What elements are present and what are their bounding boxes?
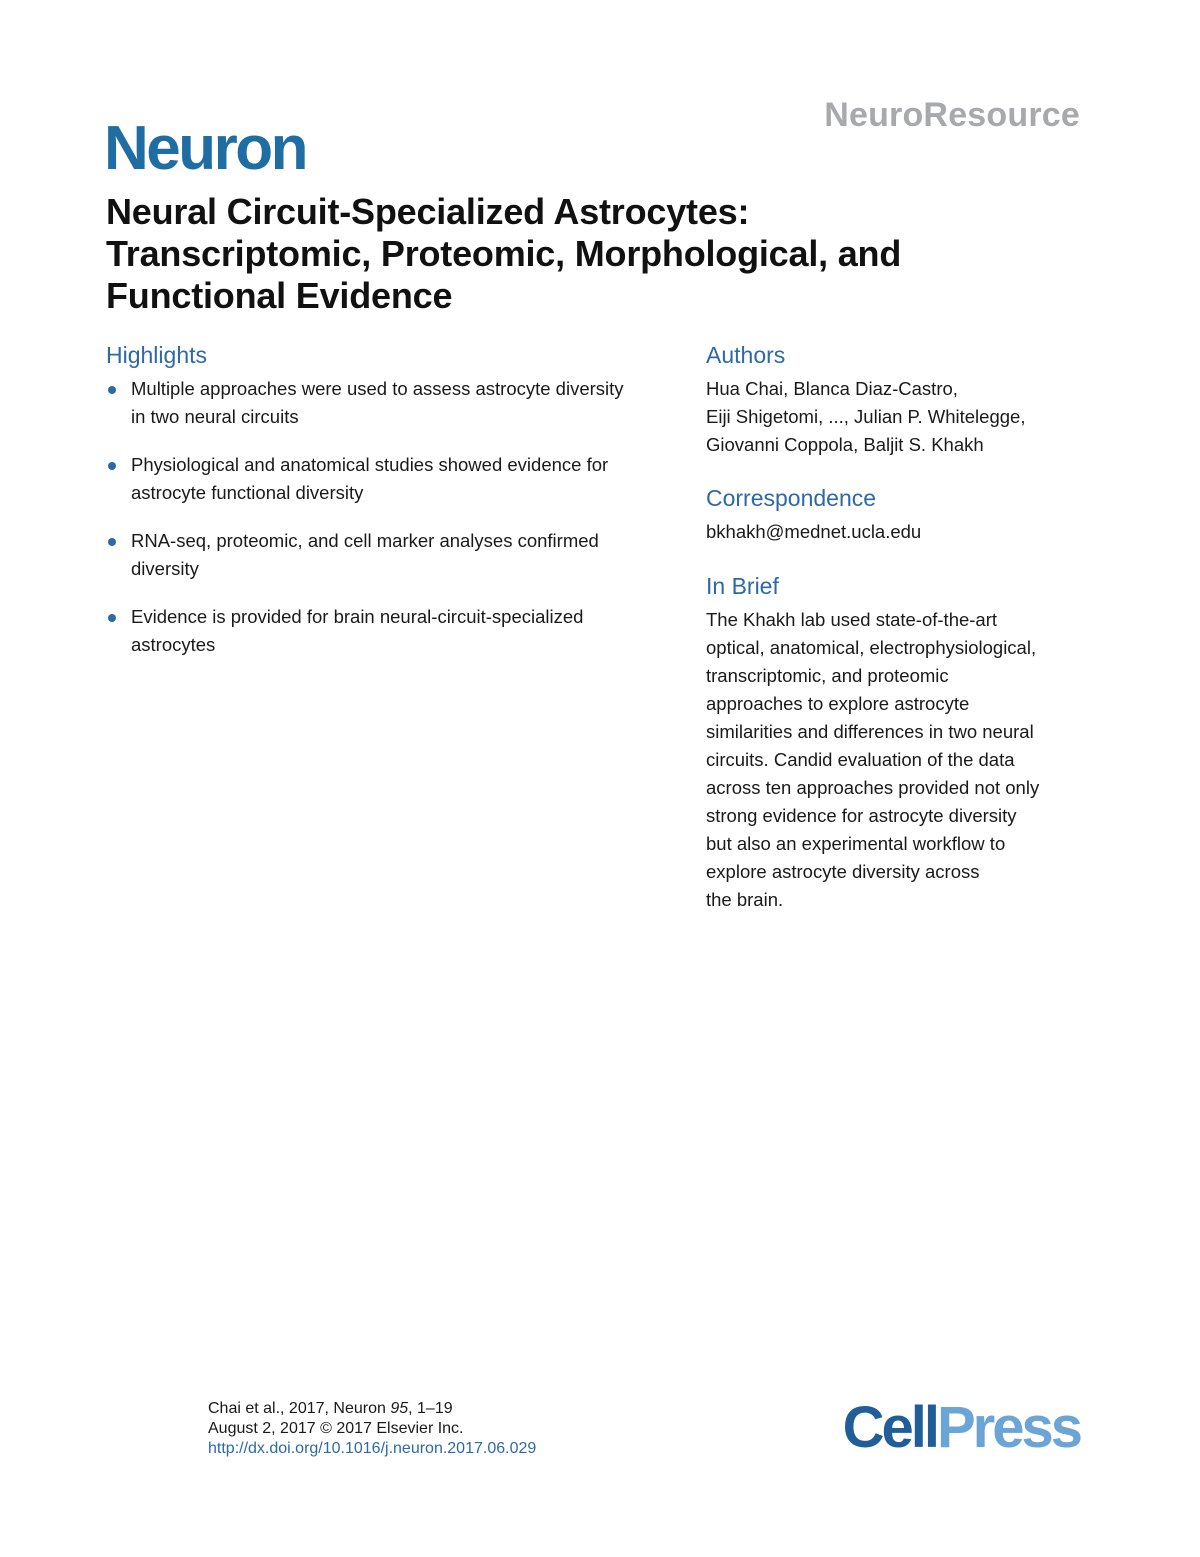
- authors-section: [706, 341, 1096, 459]
- in-brief-line: approaches to explore astrocyte: [706, 693, 970, 714]
- article-title: [106, 191, 1106, 317]
- highlights-heading: Highlights: [106, 342, 207, 368]
- bullet-icon: [108, 386, 116, 394]
- article-title-line: Neural Circuit-Specialized Astrocytes:: [106, 191, 750, 232]
- citation-reference: [208, 1399, 536, 1419]
- highlight-line: Evidence is provided for brain neural-circuit-specialized: [131, 606, 584, 627]
- authors-heading: Authors: [706, 342, 786, 368]
- highlights-section: [106, 341, 696, 679]
- highlight-line: astrocytes: [131, 634, 216, 655]
- in-brief-heading: In Brief: [706, 573, 779, 599]
- highlight-item: [106, 375, 696, 431]
- highlight-line: astrocyte functional diversity: [131, 482, 364, 503]
- in-brief-line: optical, anatomical, electrophysiological,: [706, 637, 1037, 658]
- highlight-item: [106, 451, 696, 507]
- in-brief-line: similarities and differences in two neural: [706, 721, 1034, 742]
- bullet-icon: [108, 462, 116, 470]
- bullet-icon: [108, 614, 116, 622]
- in-brief-line: The Khakh lab used state-of-the-art: [706, 609, 998, 630]
- citation-ref-prefix: Chai et al., 2017, Neuron: [208, 1400, 391, 1417]
- in-brief-section: [706, 572, 1096, 914]
- in-brief-text: [706, 606, 1096, 914]
- in-brief-line: the brain.: [706, 889, 784, 910]
- in-brief-line: transcriptomic, and proteomic: [706, 665, 949, 686]
- authors-line: Hua Chai, Blanca Diaz-Castro,: [706, 378, 958, 399]
- highlight-item: [106, 603, 696, 659]
- correspondence-heading: Correspondence: [706, 485, 877, 511]
- logo-part-cell: Cell: [842, 1395, 937, 1460]
- authors-line: Giovanni Coppola, Baljit S. Khakh: [706, 434, 984, 455]
- citation-date: August 2, 2017 © 2017 Elsevier Inc.: [208, 1420, 464, 1437]
- journal-name: Neuron: [104, 114, 306, 183]
- correspondence-email[interactable]: bkhakh@mednet.ucla.edu: [706, 521, 922, 542]
- correspondence-section: [706, 484, 1096, 546]
- citation-volume: 95: [390, 1400, 409, 1417]
- authors-list: [706, 375, 1096, 459]
- sidebar-info: [706, 341, 1096, 939]
- logo-part-press: Press: [936, 1395, 1080, 1460]
- in-brief-line: strong evidence for astrocyte diversity: [706, 805, 1017, 826]
- highlight-line: in two neural circuits: [131, 406, 299, 427]
- citation-pages: , 1–19: [408, 1400, 453, 1417]
- highlight-line: RNA-seq, proteomic, and cell marker analyses confirmed: [131, 530, 599, 551]
- highlights-list: [106, 375, 696, 659]
- article-title-line: Transcriptomic, Proteomic, Morphological, and: [106, 233, 902, 274]
- highlight-item: [106, 527, 696, 583]
- authors-line: Eiji Shigetomi, ..., Julian P. Whitelegge,: [706, 406, 1026, 427]
- citation-block: [208, 1399, 536, 1459]
- highlight-line: Physiological and anatomical studies showed evidence for: [131, 454, 609, 475]
- highlight-line: Multiple approaches were used to assess astrocyte diversity: [131, 378, 624, 399]
- in-brief-line: circuits. Candid evaluation of the data: [706, 749, 1015, 770]
- article-title-line: Functional Evidence: [106, 275, 453, 316]
- doi-link[interactable]: http://dx.doi.org/10.1016/j.neuron.2017.06.029: [208, 1440, 537, 1457]
- bullet-icon: [108, 538, 116, 546]
- series-label: NeuroResource: [824, 96, 1080, 134]
- cellpress-logo: [842, 1395, 1080, 1460]
- in-brief-line: explore astrocyte diversity across: [706, 861, 980, 882]
- in-brief-line: across ten approaches provided not only: [706, 777, 1040, 798]
- in-brief-line: but also an experimental workflow to: [706, 833, 1006, 854]
- highlight-line: diversity: [131, 558, 199, 579]
